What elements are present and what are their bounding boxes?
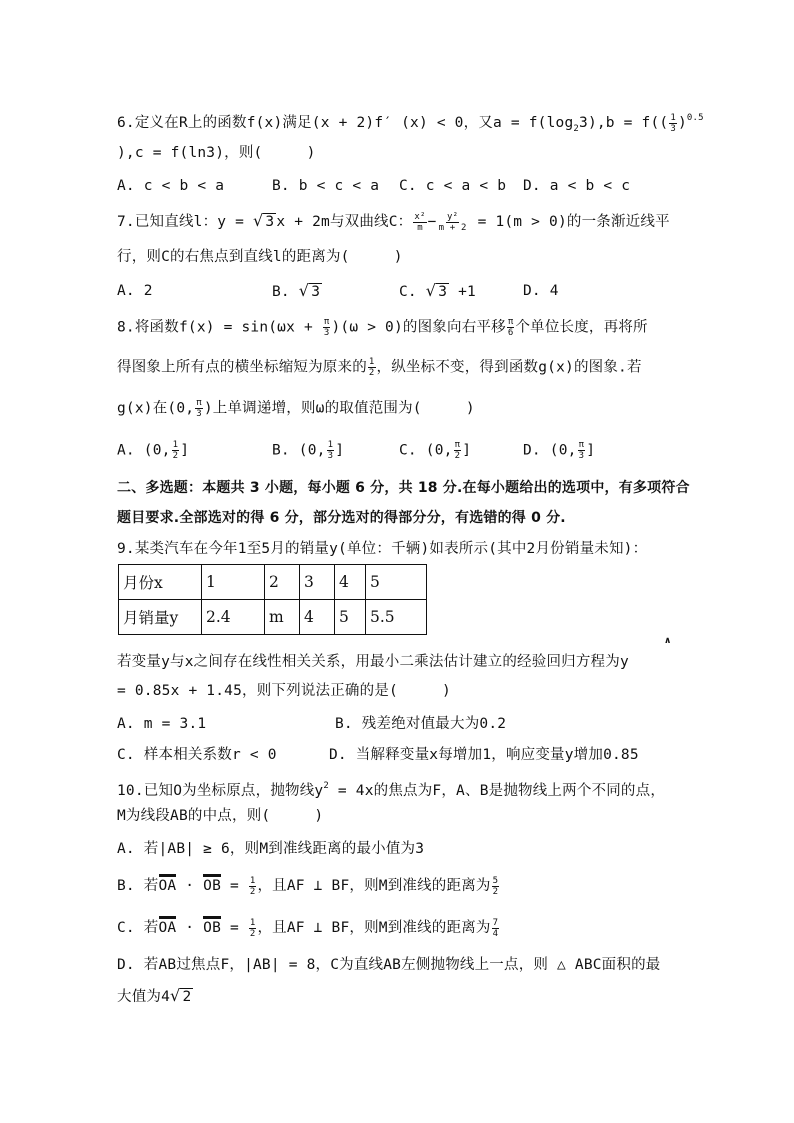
- q6-option-d: D. a < b < c: [523, 178, 631, 194]
- q7-option-b-sqrt: [299, 281, 322, 302]
- q7-option-c-sqrt: [426, 281, 449, 302]
- q6-option-b: B. b < c < a: [272, 178, 380, 194]
- q10-option-c-mid: ，且AF ⊥ BF，则M到准线的距离为: [257, 920, 491, 936]
- q8-f1-num: π: [323, 317, 330, 327]
- q6-option-c: C. c < a < b: [399, 178, 507, 194]
- table-cell: 5: [366, 565, 427, 600]
- sqrt-icon: √: [253, 211, 264, 230]
- q7-option-c-tail: +1: [449, 284, 476, 300]
- q6-log-base: 2: [573, 124, 580, 134]
- sqrt-icon: √: [425, 281, 437, 300]
- q10-option-c-ans-num: 7: [492, 917, 499, 928]
- q8-option-a: [117, 440, 189, 461]
- q6-line1: [117, 108, 704, 139]
- q10-option-c-frac: [249, 918, 257, 939]
- hat-mark: ∧: [664, 636, 672, 646]
- q8-option-a-label: A. (0,: [117, 442, 171, 459]
- q9-option-d: D. 当解释变量x每增加1，响应变量y增加0.85: [329, 747, 639, 763]
- q8-option-b-tail: ]: [335, 442, 345, 459]
- q8-option-a-den: 2: [172, 451, 179, 461]
- q7-sqrt-arg: 3: [265, 214, 275, 230]
- q8-option-d-tail: ]: [586, 442, 596, 459]
- q8-line2-a: 得图象上所有点的横坐标缩短为原来的: [117, 359, 367, 376]
- q8-option-d-frac: [578, 440, 586, 461]
- q8-option-a-frac: [172, 440, 180, 461]
- q8-fraction-3: [368, 357, 376, 378]
- q9-line1: 若变量y与x之间存在线性相关关系，用最小二乘法估计建立的经验回归方程为y: [117, 654, 629, 670]
- q7-option-c-sqrt-arg: 3: [438, 284, 448, 300]
- q10-vector-ob: OB: [203, 916, 221, 936]
- q6-frac-den: 3: [670, 123, 676, 134]
- q7-option-d: D. 4: [523, 283, 559, 299]
- q8-option-a-tail: ]: [180, 442, 190, 459]
- table-cell: 月份x: [119, 565, 202, 600]
- q8-option-d-label: D. (0,: [523, 442, 577, 459]
- q10-option-d-line2: [117, 986, 193, 1007]
- q6-line2: ),c = f(ln3)，则( ): [117, 145, 316, 161]
- q8-line3-b: )上单调递增，则ω的取值范围为( ): [203, 400, 475, 417]
- q10-line1-b: = 4x的焦点为F，A、B是抛物线上两个不同的点，: [328, 783, 666, 799]
- q7-text-b: x + 2m与双曲线C：: [276, 214, 413, 230]
- q10-option-b: [117, 874, 500, 897]
- q8-option-c-label: C. (0,: [399, 442, 453, 459]
- q8-f1-den: 3: [323, 328, 330, 338]
- q7-text-c: = 1(m > 0)的一条渐近线平: [468, 214, 670, 230]
- q10-option-b-num: 1: [249, 875, 256, 886]
- q8-line2-b: ，纵坐标不变，得到函数g(x)的图象.若: [376, 359, 642, 376]
- q8-f4-den: 3: [196, 409, 202, 419]
- q10-option-b-ans-den: 2: [492, 886, 499, 897]
- q10-option-c-ans-den: 4: [492, 928, 499, 939]
- q6-exponent: 0.5: [686, 113, 704, 123]
- q8-option-c-den: 2: [454, 451, 461, 461]
- q7-text-a: 7.已知直线l：y =: [117, 214, 254, 230]
- q10-option-c-num: 1: [249, 917, 256, 928]
- table-cell: 月销量y: [119, 600, 202, 635]
- q10-option-b-mid: ，且AF ⊥ BF，则M到准线的距离为: [257, 878, 491, 894]
- q6-text-a: 6.定义在R上的函数f(x)满足(x + 2)f′ (x) < 0，又a = f(log: [117, 115, 574, 131]
- q8-option-d: [523, 440, 595, 461]
- table-cell: 4: [335, 565, 366, 600]
- q7-sqrt: [253, 211, 276, 232]
- q8-option-d-num: π: [578, 440, 585, 450]
- q9-sales-table: [118, 564, 427, 635]
- q10-line1-a: 10.已知O为坐标原点，抛物线y: [117, 783, 324, 799]
- q8-line3: [117, 398, 475, 419]
- q8-line2: [117, 357, 642, 378]
- q10-option-b-label: B. 若: [117, 878, 159, 894]
- q10-option-d-sqrt: [170, 986, 193, 1007]
- q8-text-b: )(ω > 0)的图象向右平移: [331, 319, 506, 336]
- table-cell: 5: [335, 600, 366, 635]
- q10-option-b-ans-num: 5: [492, 875, 499, 886]
- q8-f2-den: 6: [507, 328, 514, 338]
- table-cell: m: [265, 600, 300, 635]
- q7-f2-den: m + 2: [438, 222, 467, 233]
- q10-option-b-answer: [492, 876, 500, 897]
- table-row: [119, 565, 427, 600]
- q10-vector-ob: OB: [203, 874, 221, 894]
- q9-option-c: C. 样本相关系数r < 0: [117, 747, 277, 763]
- table-cell: 5.5: [366, 600, 427, 635]
- section2-heading-line2: 题目要求.全部选对的得 6 分，部分选对的得部分分，有选错的得 0 分.: [117, 510, 566, 526]
- table-cell: 1: [202, 565, 265, 600]
- sqrt-icon: √: [170, 986, 181, 1005]
- q10-option-c-answer: [492, 918, 500, 939]
- q10-line1: [117, 776, 665, 801]
- q7-option-b-label: B.: [272, 284, 299, 300]
- q8-option-a-num: 1: [172, 440, 179, 450]
- q8-text-c: 个单位长度，再将所: [515, 319, 648, 336]
- q8-f4-num: π: [196, 398, 202, 408]
- q10-superscript: 2: [323, 781, 329, 791]
- q7-line1: [117, 211, 670, 233]
- q7-option-c: [399, 281, 476, 302]
- q10-line2: M为线段AB的中点，则( ): [117, 808, 324, 824]
- q9-option-a: A. m = 3.1: [117, 716, 207, 732]
- q7-option-a: A. 2: [117, 283, 153, 299]
- q7-f1-den: m: [417, 222, 423, 233]
- q8-f2-num: π: [507, 317, 514, 327]
- q8-option-c: [399, 440, 471, 461]
- sqrt-icon: √: [298, 281, 310, 300]
- q7-option-b: [272, 281, 322, 302]
- q8-fraction-4: [195, 398, 203, 419]
- q8-fraction-2: [507, 317, 515, 338]
- q10-equals: =: [221, 920, 248, 936]
- q10-option-b-den: 2: [249, 886, 256, 897]
- q7-fraction-1: [413, 212, 426, 233]
- q8-option-b-label: B. (0,: [272, 442, 326, 459]
- q10-option-d-line1: D. 若AB过焦点F，|AB| = 8，C为直线AB左侧抛物线上一点，则 △ ABC面积的最: [117, 957, 661, 973]
- q8-fraction-1: [323, 317, 331, 338]
- q10-option-d-text: 大值为4: [117, 989, 171, 1005]
- q10-option-c: [117, 916, 500, 939]
- table-row: [119, 600, 427, 635]
- q8-line3-a: g(x)在(0,: [117, 400, 195, 417]
- q7-fraction-2: [438, 212, 468, 233]
- q8-option-c-tail: ]: [462, 442, 472, 459]
- q6-frac-num: 1: [670, 112, 676, 123]
- q7-f2-num: y²: [446, 211, 459, 222]
- table-cell: 4: [300, 600, 335, 635]
- q7-option-c-label: C.: [399, 284, 426, 300]
- q7-f1-num: x²: [414, 211, 426, 222]
- q8-option-c-num: π: [454, 440, 461, 450]
- q10-option-c-den: 2: [249, 928, 256, 939]
- q8-option-b-num: 1: [327, 440, 334, 450]
- q6-text-c: ): [677, 115, 687, 131]
- q10-dot: ·: [176, 878, 204, 894]
- q10-equals: =: [221, 878, 248, 894]
- q10-option-c-label: C. 若: [117, 920, 159, 936]
- q7-option-b-sqrt-arg: 3: [311, 284, 321, 300]
- q8-option-b-frac: [327, 440, 335, 461]
- q8-option-b-den: 3: [327, 451, 334, 461]
- q10-dot: ·: [176, 920, 204, 936]
- q8-line1: [117, 317, 648, 338]
- q9-intro: 9.某类汽车在今年1至5月的销量y(单位：千辆)如表所示(其中2月份销量未知)：: [117, 541, 648, 557]
- q7-minus: −: [427, 214, 437, 230]
- q8-f3-den: 2: [368, 368, 375, 378]
- q8-option-d-den: 3: [578, 451, 585, 461]
- q7-line2: 行，则C的右焦点到直线l的距离为( ): [117, 249, 403, 265]
- q9-option-b: B. 残差绝对值最大为0.2: [335, 716, 507, 732]
- q9-line2: = 0.85x + 1.45，则下列说法正确的是( ): [117, 683, 451, 699]
- table-cell: 2.4: [202, 600, 265, 635]
- q6-fraction: [669, 113, 677, 134]
- table-cell: 2: [265, 565, 300, 600]
- q10-option-a: A. 若|AB| ≥ 6，则M到准线距离的最小值为3: [117, 841, 425, 857]
- q10-option-d-sqrt-arg: 2: [182, 989, 192, 1005]
- q10-option-b-frac: [249, 876, 257, 897]
- q8-option-b: [272, 440, 344, 461]
- q6-option-a: A. c < b < a: [117, 178, 225, 194]
- table-cell: 3: [300, 565, 335, 600]
- section2-heading-line1: 二、多选题：本题共 3 小题，每小题 6 分，共 18 分.在每小题给出的选项中，有多项符合: [117, 480, 690, 496]
- q8-option-c-frac: [454, 440, 462, 461]
- q8-text-a: 8.将函数f(x) = sin(ωx +: [117, 319, 322, 336]
- q6-text-b: 3),b = f((: [579, 115, 669, 131]
- q10-vector-oa: OA: [159, 874, 177, 894]
- q10-vector-oa: OA: [159, 916, 177, 936]
- q8-f3-num: 1: [368, 357, 375, 367]
